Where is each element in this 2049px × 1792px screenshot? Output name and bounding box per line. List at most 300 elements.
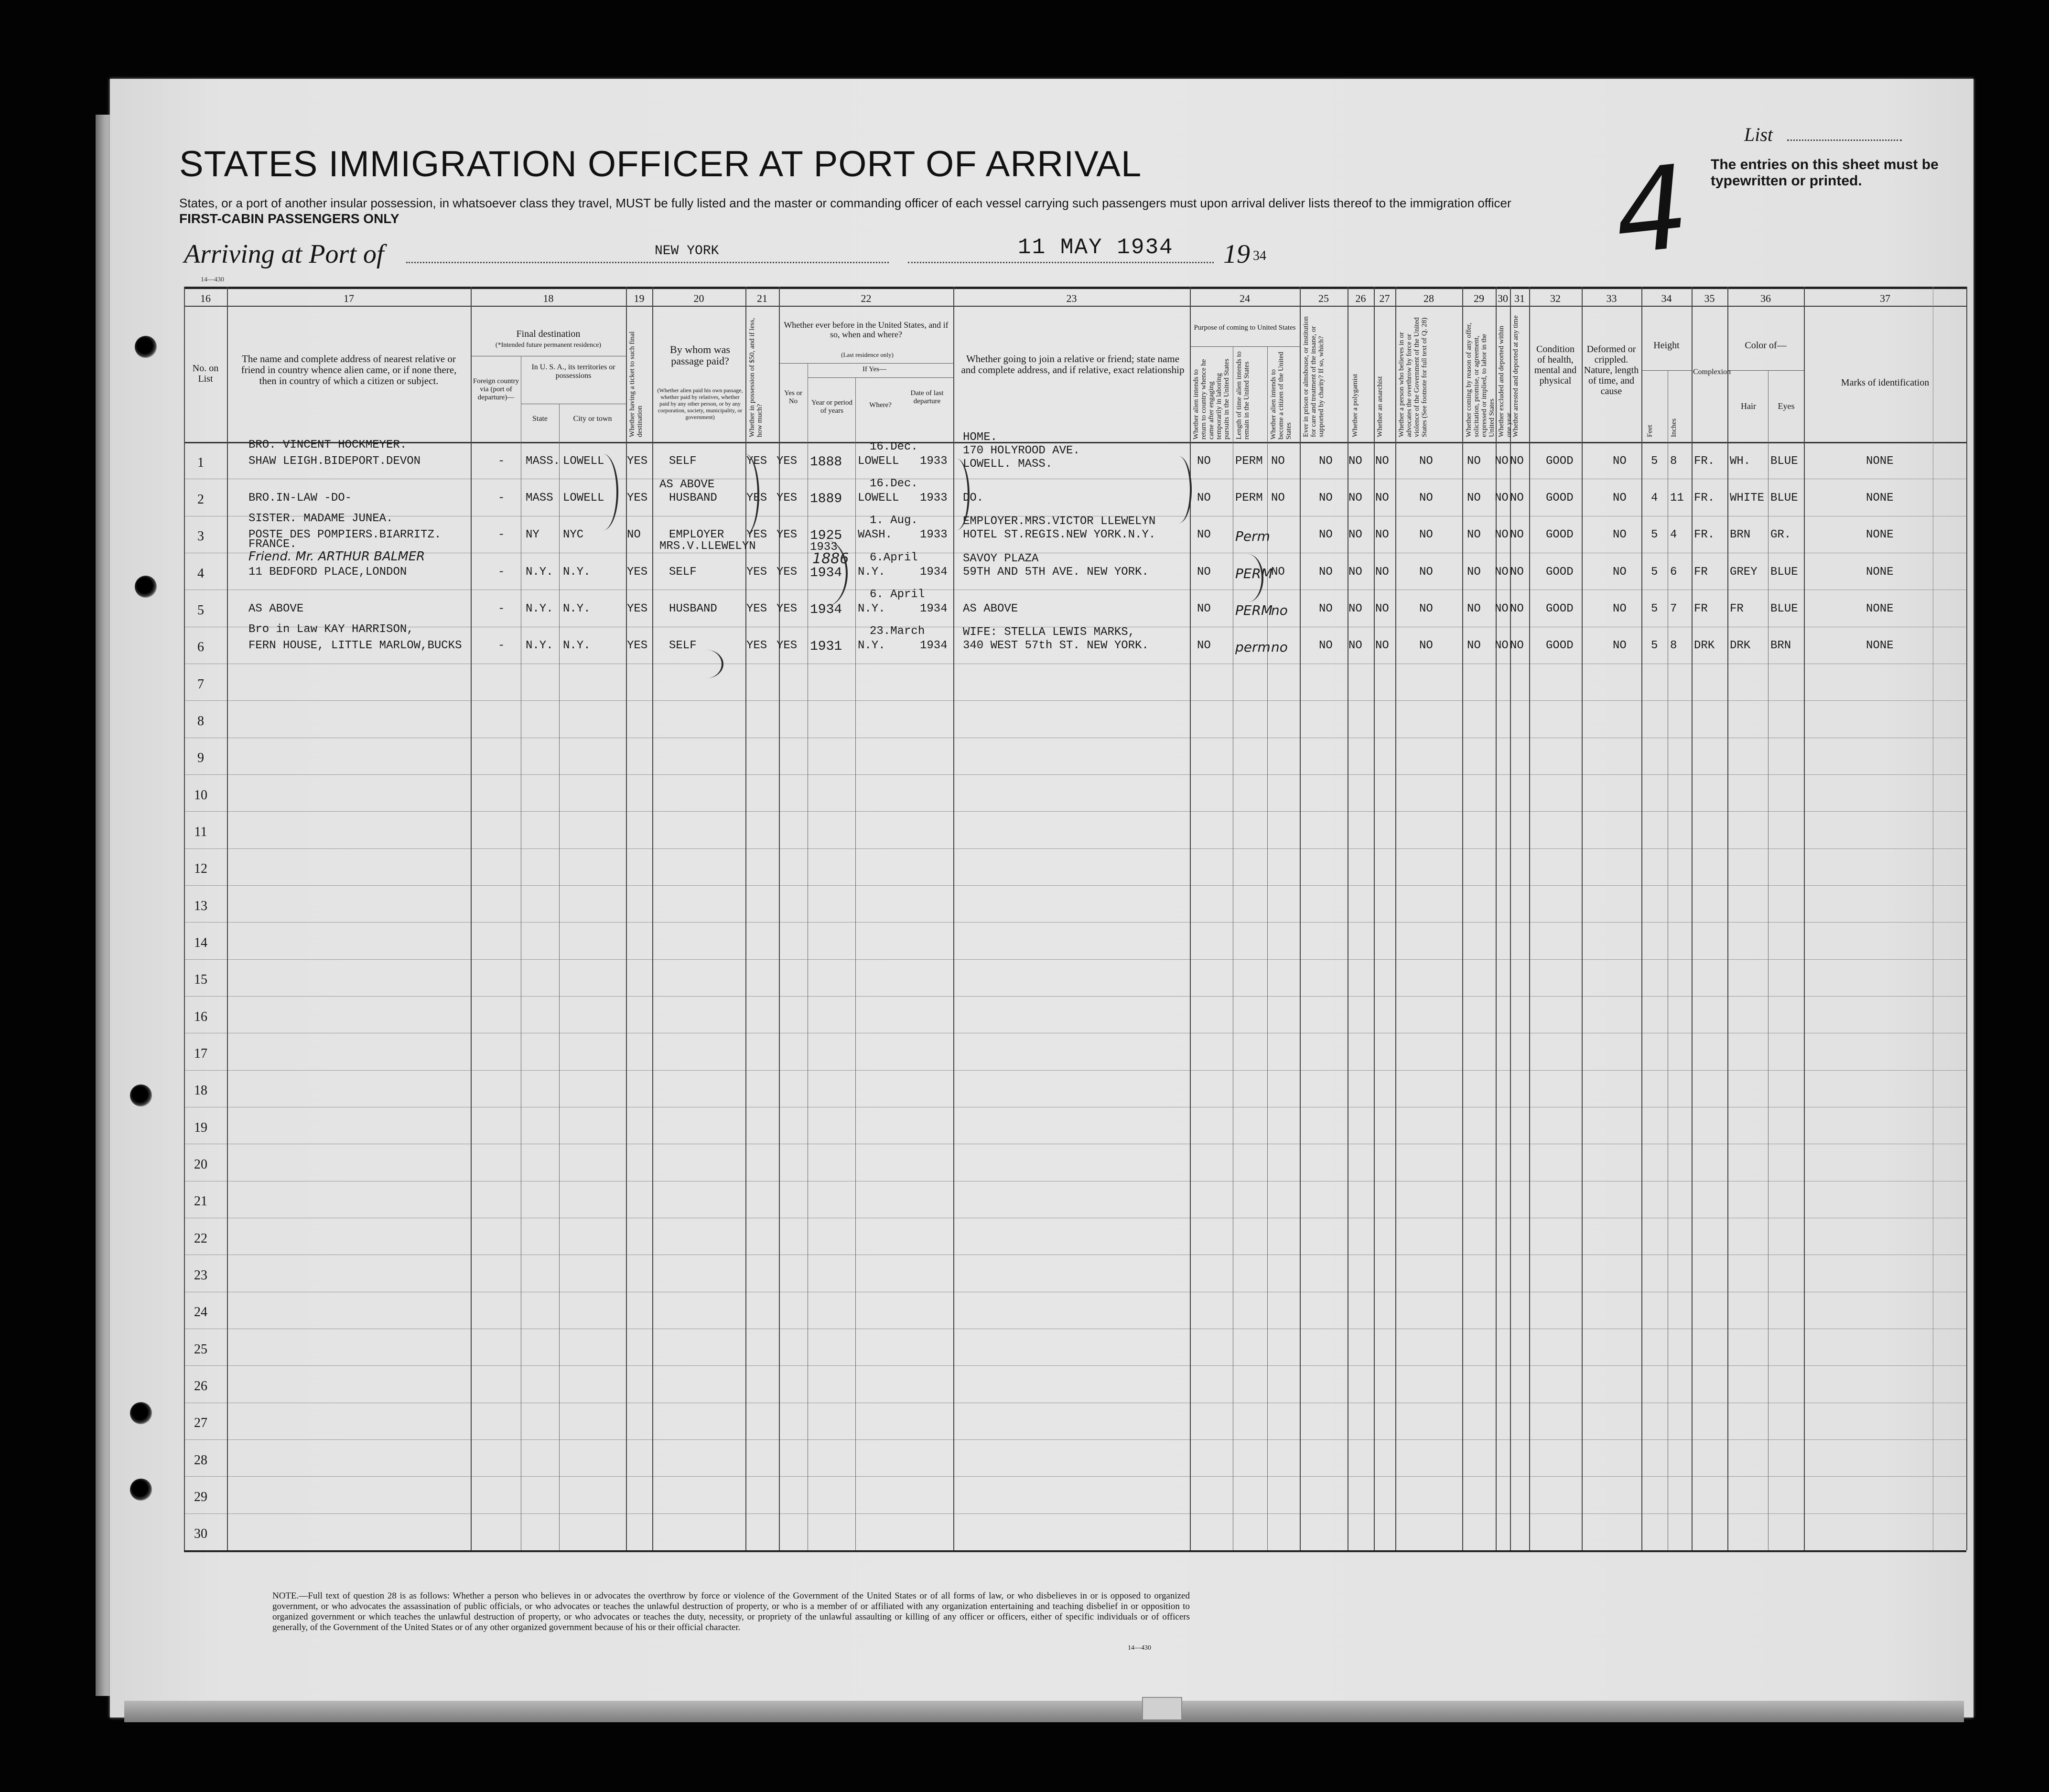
visit-where: WASH. xyxy=(858,528,893,541)
table-bottom-rule xyxy=(184,1550,1966,1552)
visit-year: 1934 xyxy=(810,602,842,617)
header-labor-offer: Whether coming by reason of any offer, solicitation, promise, or agreement, expressed or implied, to labor in the United States xyxy=(1465,322,1496,437)
header-year: Year or period of years xyxy=(811,399,852,415)
header-question-28: Whether a person who believes in or advocates the overthrow by force or violence of the Government of the United States (See footnote for full text of Q. 28) xyxy=(1398,317,1428,437)
column-rule xyxy=(1582,287,1583,1550)
binder-hole-icon xyxy=(135,336,157,358)
health-value: GOOD xyxy=(1546,639,1574,652)
row-number: 13 xyxy=(194,899,207,913)
departure-day: 6.April xyxy=(870,551,918,564)
complexion-value: FR. xyxy=(1694,528,1715,541)
fifty-dollars-value: YES xyxy=(746,566,767,579)
height-inches: 6 xyxy=(1670,566,1677,579)
purpose-return: NO xyxy=(1197,639,1211,652)
purpose-length: PERM xyxy=(1235,492,1263,504)
height-feet: 4 xyxy=(1651,492,1658,504)
labor-offer-value: NO xyxy=(1467,455,1481,468)
joining-line-1: WIFE: STELLA LEWIS MARKS, xyxy=(963,626,1135,639)
dest-state: MASS xyxy=(526,492,553,504)
arrested-value: NO xyxy=(1510,528,1524,541)
arrested-value: NO xyxy=(1510,455,1524,468)
height-inches: 11 xyxy=(1670,492,1684,504)
header-marks: Marks of identification xyxy=(1841,377,1930,388)
row-number: 19 xyxy=(194,1120,207,1135)
visit-where: LOWELL xyxy=(858,455,899,468)
labor-offer-value: NO xyxy=(1467,492,1481,504)
column-rule xyxy=(1641,287,1642,1550)
departure-year: 1934 xyxy=(920,602,948,615)
dest-city: N.Y. xyxy=(563,566,591,579)
anarchist-value: NO xyxy=(1375,455,1389,468)
column-number: 25 xyxy=(1318,292,1329,304)
labor-offer-value: NO xyxy=(1467,566,1481,579)
binder-hole-icon xyxy=(130,1084,152,1106)
paid-by: SELF xyxy=(669,455,697,468)
polygamist-value: NO xyxy=(1348,528,1362,541)
row-number: 6 xyxy=(197,640,204,655)
health-value: GOOD xyxy=(1546,528,1574,541)
hair-value: DRK xyxy=(1730,639,1751,652)
header-final-destination: Final destination xyxy=(516,329,581,339)
column-number: 20 xyxy=(693,292,704,304)
purpose-return: NO xyxy=(1197,566,1211,579)
list-label: List xyxy=(1744,124,1773,145)
row-number: 23 xyxy=(194,1268,207,1283)
header-polygamist: Whether a polygamist xyxy=(1351,374,1359,437)
row-number: 14 xyxy=(194,935,207,950)
row-number: 5 xyxy=(197,603,204,618)
row-number: 21 xyxy=(194,1194,207,1209)
year-suffix: 34 xyxy=(1253,248,1266,263)
header-height: Height xyxy=(1653,340,1680,351)
marks-value: NONE xyxy=(1866,528,1894,541)
joining-line-2: HOTEL ST.REGIS.NEW YORK.N.Y. xyxy=(963,528,1156,541)
deformed-value: NO xyxy=(1613,639,1627,652)
row-number: 24 xyxy=(194,1305,207,1320)
hair-value: WHITE xyxy=(1730,492,1765,504)
year-prefix: 19 xyxy=(1223,239,1250,269)
header-anarchist: Whether an anarchist xyxy=(1376,376,1384,437)
row-rule xyxy=(184,1439,1966,1440)
column-rule xyxy=(184,287,185,1550)
before-in-us-value: YES xyxy=(776,455,798,468)
purpose-length: PERM xyxy=(1235,455,1263,468)
foreign-port: - xyxy=(498,639,505,652)
column-rule xyxy=(652,287,653,1550)
header-eyes: Eyes xyxy=(1778,401,1795,411)
port-line xyxy=(406,262,889,263)
row-number: 25 xyxy=(194,1342,207,1357)
joining-line-2: 340 WEST 57th ST. NEW YORK. xyxy=(963,639,1149,652)
deformed-value: NO xyxy=(1613,492,1627,504)
foreign-port: - xyxy=(498,492,505,504)
visit-year: 1888 xyxy=(810,455,842,470)
relative-address: FERN HOUSE, LITTLE MARLOW,BUCKS xyxy=(248,639,462,652)
header-no-on-list: No. on List xyxy=(192,363,219,384)
column-number: 32 xyxy=(1550,292,1561,304)
polygamist-value: NO xyxy=(1348,455,1362,468)
header-fifty-dollars: Whether in possession of $50, and if less, how much? xyxy=(748,318,764,437)
paid-by: HUSBAND xyxy=(669,602,717,615)
q28-value: NO xyxy=(1419,492,1433,504)
header-passage-note: (Whether alien paid his own passage, whether paid by relatives, whether paid by any other person, or by any corporation, society, municipality, or government) xyxy=(657,387,743,420)
height-feet: 5 xyxy=(1651,528,1658,541)
column-number: 19 xyxy=(634,292,645,304)
deformed-value: NO xyxy=(1613,602,1627,615)
binder-hole-icon xyxy=(130,1479,152,1501)
departure-year: 1934 xyxy=(920,566,948,579)
handwritten-mark-icon xyxy=(1166,456,1192,523)
row-number: 17 xyxy=(194,1046,207,1061)
departure-day: 6. April xyxy=(870,588,925,601)
row-number: 8 xyxy=(197,714,204,729)
departure-day: 16.Dec. xyxy=(870,477,918,490)
fifty-dollars-value: YES xyxy=(746,528,767,541)
row-rule xyxy=(184,811,1966,812)
visit-year: 1925 xyxy=(810,528,842,543)
before-in-us-value: YES xyxy=(776,566,798,579)
departure-year: 1933 xyxy=(920,492,948,504)
handwritten-mark-icon xyxy=(588,454,618,530)
row-number: 30 xyxy=(194,1526,207,1541)
column-rule xyxy=(1300,287,1301,1550)
purpose-length: Perm xyxy=(1235,528,1270,544)
complexion-value: FR xyxy=(1694,602,1708,615)
health-value: GOOD xyxy=(1546,492,1574,504)
height-feet: 5 xyxy=(1651,602,1658,615)
column-number: 34 xyxy=(1661,292,1672,304)
visit-year: 1931 xyxy=(810,639,842,654)
arrested-value: NO xyxy=(1510,566,1524,579)
header-in-usa: In U. S. A., its territories or possessions xyxy=(531,363,615,380)
labor-offer-value: NO xyxy=(1467,639,1481,652)
header-purpose-return: Whether alien intends to return to country whence he came after engaging temporarily in laboring pursuits in the United States xyxy=(1192,358,1230,440)
prison-value: NO xyxy=(1319,455,1333,468)
class-line: FIRST-CABIN PASSENGERS ONLY xyxy=(179,211,399,226)
row-number: 29 xyxy=(194,1490,207,1504)
anarchist-value: NO xyxy=(1375,528,1389,541)
excluded-value: NO xyxy=(1495,492,1509,504)
color-rule xyxy=(1727,370,1804,371)
foreign-port: - xyxy=(498,602,505,615)
header-excluded: Whether excluded and deported within one year xyxy=(1498,325,1513,437)
row-number: 11 xyxy=(194,825,207,839)
marks-value: NONE xyxy=(1866,639,1894,652)
arrested-value: NO xyxy=(1510,639,1524,652)
row-rule xyxy=(184,1070,1966,1071)
header-city: City or town xyxy=(573,415,612,423)
ticket-value: NO xyxy=(627,528,641,541)
header-last-residence: (Last residence only) xyxy=(841,351,894,358)
row-number: 18 xyxy=(194,1083,207,1098)
visit-year-end: 1933 xyxy=(810,541,838,554)
eyes-value: GR. xyxy=(1770,528,1791,541)
prison-value: NO xyxy=(1319,566,1333,579)
height-rule xyxy=(1641,370,1692,371)
purpose-citizen: NO xyxy=(1271,566,1285,579)
departure-year: 1933 xyxy=(920,528,948,541)
arriving-label: Arriving at Port of xyxy=(184,239,384,269)
row-number: 1 xyxy=(197,455,204,470)
complexion-value: FR. xyxy=(1694,492,1715,504)
health-value: GOOD xyxy=(1546,455,1574,468)
dest-city: LOWELL xyxy=(563,492,604,504)
header-health: Condition of health, mental and physical xyxy=(1534,344,1577,386)
column-number: 30 xyxy=(1498,292,1508,304)
polygamist-value: NO xyxy=(1348,492,1362,504)
hair-value: GREY xyxy=(1730,566,1758,579)
purpose-return: NO xyxy=(1197,602,1211,615)
column-number: 26 xyxy=(1355,292,1366,304)
header-complexion: Complexion xyxy=(1693,368,1731,376)
column-number: 33 xyxy=(1606,292,1617,304)
column-rule xyxy=(1529,287,1530,1550)
foreign-port: - xyxy=(498,528,505,541)
row-number: 27 xyxy=(194,1416,207,1430)
column-rule xyxy=(1462,287,1463,1550)
visit-year: 1934 xyxy=(810,566,842,580)
dest-state: MASS. xyxy=(526,455,561,468)
purpose-return: NO xyxy=(1197,455,1211,468)
joining-line-2: 59TH AND 5TH AVE. NEW YORK. xyxy=(963,566,1149,579)
column-rule xyxy=(1496,287,1497,1550)
departure-day: 16.Dec. xyxy=(870,440,918,453)
row-rule xyxy=(184,1476,1966,1477)
deformed-value: NO xyxy=(1613,528,1627,541)
header-deformed: Deformed or crippled. Nature, length of time, and cause xyxy=(1584,344,1639,397)
q28-value: NO xyxy=(1419,455,1433,468)
header-color-of: Color of— xyxy=(1745,340,1787,351)
health-value: GOOD xyxy=(1546,602,1574,615)
column-rule xyxy=(227,287,228,1550)
eyes-value: BRN xyxy=(1770,639,1791,652)
handwritten-mark-icon xyxy=(688,650,723,678)
arrested-value: NO xyxy=(1510,492,1524,504)
purpose-return: NO xyxy=(1197,528,1211,541)
header-relative: The name and complete address of nearest relative or friend in country whence alien came, or if none there, then in country of which a citizen or subject. xyxy=(241,353,457,386)
column-number: 23 xyxy=(1066,292,1077,304)
q28-value: NO xyxy=(1419,528,1433,541)
header-previous-visit: Whether ever before in the United States, and if so, when and where? xyxy=(784,320,949,339)
row-rule xyxy=(184,996,1966,997)
header-if-yes: If Yes— xyxy=(862,365,886,373)
before-in-us-value: YES xyxy=(776,528,798,541)
dest-city: LOWELL xyxy=(563,455,604,468)
excluded-value: NO xyxy=(1495,528,1509,541)
header-hair: Hair xyxy=(1741,401,1756,411)
polygamist-value: NO xyxy=(1348,639,1362,652)
column-rule xyxy=(1692,287,1693,1550)
footnote-code: 14—430 xyxy=(1128,1644,1151,1652)
dest-state: NY xyxy=(526,528,539,541)
row-number: 22 xyxy=(194,1231,207,1246)
footnote-text: NOTE.—Full text of question 28 is as follows: Whether a person who believes in or advocates the overthrow by force or violence of the Government of the United States or of all forms of law, or who disbelieves in or is opposed to organized government, or who advocates the assassination of public officials, or who advocates or teaches the unlawful destruction of property, or who is a member of or affiliated with any organization entertaining and teaching disbelief in or opposition to organized government or which teaches the unlawful destruction of property, or who advocates or teaches the duty, necessity, or propriety of the unlawful assaulting or killing of any officer or officers, either of specific individuals or of officers generally, of the Government of the United States or of any other organized government because of his or their official character. xyxy=(272,1591,1190,1632)
purpose-return: NO xyxy=(1197,492,1211,504)
paid-by: HUSBAND xyxy=(669,492,717,504)
visit-where: LOWELL xyxy=(858,492,899,504)
page-title: STATES IMMIGRATION OFFICER AT PORT OF ARRIVAL xyxy=(179,144,1142,184)
row-rule xyxy=(184,1365,1966,1366)
labor-offer-value: NO xyxy=(1467,528,1481,541)
purpose-citizen: NO xyxy=(1271,492,1285,504)
row-rule xyxy=(184,774,1966,775)
port-value: NEW YORK xyxy=(655,244,719,258)
row-rule xyxy=(184,848,1966,849)
joining-line-2: 170 HOLYROOD AVE. xyxy=(963,444,1080,457)
column-rule xyxy=(779,287,780,1550)
sheet-stack-edge xyxy=(96,115,110,1696)
joining-line-1: AS ABOVE xyxy=(963,602,1018,615)
dest-city: N.Y. xyxy=(563,602,591,615)
handwritten-mark-icon xyxy=(803,540,848,607)
subcolumn-rule xyxy=(1768,370,1769,1550)
height-feet: 5 xyxy=(1651,566,1658,579)
fifty-dollars-value: YES xyxy=(746,639,767,652)
purpose-length: PERM xyxy=(1235,602,1273,618)
column-number: 31 xyxy=(1514,292,1525,304)
header-join-relative: Whether going to join a relative or friend; state name and complete address, and if relative, exact relationship xyxy=(961,353,1185,376)
column-number: 22 xyxy=(861,292,872,304)
complexion-value: DRK xyxy=(1694,639,1715,652)
purpose-length: PERM xyxy=(1235,566,1273,581)
paid-by-detail: AS ABOVE xyxy=(659,478,715,491)
ifyes-rule xyxy=(808,377,953,378)
joining-line-1: DO. xyxy=(963,492,984,504)
anarchist-value: NO xyxy=(1375,639,1389,652)
row-number: 9 xyxy=(197,751,204,765)
anarchist-value: NO xyxy=(1375,492,1389,504)
row-number: 10 xyxy=(194,788,207,803)
visit-year: 1889 xyxy=(810,492,842,506)
fifty-dollars-value: YES xyxy=(746,455,767,468)
subcolumn-rule xyxy=(559,404,560,1550)
prison-value: NO xyxy=(1319,602,1333,615)
row-number: 20 xyxy=(194,1157,207,1172)
row-rule xyxy=(184,1513,1966,1514)
anarchist-value: NO xyxy=(1375,566,1389,579)
foreign-port: - xyxy=(498,566,505,579)
deformed-value: NO xyxy=(1613,455,1627,468)
header-where: Where? xyxy=(869,401,892,409)
prison-value: NO xyxy=(1319,528,1333,541)
header-purpose: Purpose of coming to United States xyxy=(1194,324,1296,332)
dest-city: N.Y. xyxy=(563,639,591,652)
column-rule xyxy=(1727,287,1728,1550)
purpose-citizen: NO xyxy=(1271,455,1285,468)
header-feet: Feet xyxy=(1646,425,1654,437)
column-number: 28 xyxy=(1424,292,1434,304)
row-number: 4 xyxy=(197,566,204,581)
polygamist-value: NO xyxy=(1348,566,1362,579)
date-stamp: 11 MAY 1934 xyxy=(1018,235,1174,260)
hair-value: BRN xyxy=(1730,528,1751,541)
visit-where: N.Y. xyxy=(858,566,885,579)
visit-where: N.Y. xyxy=(858,602,885,615)
header-passage-paid: By whom was passage paid? xyxy=(670,343,730,367)
prev-visit-rule xyxy=(779,363,953,364)
deformed-value: NO xyxy=(1613,566,1627,579)
column-rule xyxy=(1395,287,1396,1550)
relative-name: SISTER. MADAME JUNEA. xyxy=(248,512,393,525)
excluded-value: NO xyxy=(1495,639,1509,652)
binder-hole-icon xyxy=(135,576,157,598)
before-in-us-value: YES xyxy=(776,492,798,504)
column-number: 29 xyxy=(1474,292,1484,304)
ticket-value: YES xyxy=(627,602,648,615)
relative-name: Bro in Law KAY HARRISON, xyxy=(248,623,414,636)
column-number-rule xyxy=(184,306,1966,307)
arrested-value: NO xyxy=(1510,602,1524,615)
column-rule xyxy=(1374,287,1375,1550)
column-number: 18 xyxy=(543,292,554,304)
foreign-port: - xyxy=(498,455,505,468)
purpose-citizen: no xyxy=(1271,639,1288,655)
handwritten-mark-icon xyxy=(731,454,759,535)
q28-value: NO xyxy=(1419,602,1433,615)
complexion-value: FR xyxy=(1694,566,1708,579)
marks-value: NONE xyxy=(1866,602,1894,615)
row-number: 28 xyxy=(194,1453,207,1468)
departure-year: 1933 xyxy=(920,455,948,468)
hair-value: WH. xyxy=(1730,455,1751,468)
paid-by: SELF xyxy=(669,639,697,652)
height-inches: 8 xyxy=(1670,639,1677,652)
prison-value: NO xyxy=(1319,492,1333,504)
relative-address: 11 BEDFORD PLACE,LONDON xyxy=(248,566,407,579)
row-number: 12 xyxy=(194,861,207,876)
column-rule xyxy=(1966,287,1967,1550)
hair-value: FR xyxy=(1730,602,1744,615)
health-value: GOOD xyxy=(1546,566,1574,579)
header-date-departure: Date of last departure xyxy=(910,389,944,405)
excluded-value: NO xyxy=(1495,602,1509,615)
column-number: 24 xyxy=(1240,292,1250,304)
fifty-dollars-value: YES xyxy=(746,492,767,504)
date-line xyxy=(908,262,1214,263)
anarchist-value: NO xyxy=(1375,602,1389,615)
marks-value: NONE xyxy=(1866,492,1894,504)
typewritten-note: The entries on this sheet must be typewritten or printed. xyxy=(1711,157,1939,189)
ticket-value: YES xyxy=(627,492,648,504)
subcolumn-rule xyxy=(855,377,856,1550)
ticket-value: YES xyxy=(627,455,648,468)
paid-by: SELF xyxy=(669,566,697,579)
height-feet: 5 xyxy=(1651,639,1658,652)
polygamist-value: NO xyxy=(1348,602,1362,615)
height-inches: 8 xyxy=(1670,455,1677,468)
header-yes-no: Yes or No xyxy=(784,389,803,405)
column-number: 16 xyxy=(200,292,211,304)
purpose-length: perm xyxy=(1235,639,1271,655)
table-top-rule xyxy=(184,287,1966,289)
column-rule xyxy=(626,287,627,1550)
purpose-rule xyxy=(1190,346,1300,347)
purpose-citizen: no xyxy=(1271,602,1288,618)
header-purpose-length: Length of time alien intends to remain in the United States xyxy=(1235,351,1251,440)
departure-year: 1934 xyxy=(920,639,948,652)
subcolumn-rule xyxy=(1267,346,1268,1550)
form-code-top: 14—430 xyxy=(201,276,224,283)
header-arrested: Whether arrested and deported at any time xyxy=(1512,315,1520,437)
header-purpose-citizen: Whether alien intends to become a citizen of the United States xyxy=(1270,352,1293,440)
paid-by-detail: MRS.V.LLEWELYN xyxy=(659,540,756,553)
departure-day: 1. Aug. xyxy=(870,514,918,527)
row-number: 3 xyxy=(197,529,204,544)
row-number: 15 xyxy=(194,972,207,987)
header-final-dest-note: (*Intended future permanent residence) xyxy=(495,342,602,349)
manifest-sheet xyxy=(110,79,1974,1717)
instructions-line: States, or a port of another insular possession, in whatsoever class they travel, MUST be fully listed and the master or commanding officer of each vessel carrying such passengers must upon arrival deliver lists thereof to the immigration officer xyxy=(179,196,1511,210)
